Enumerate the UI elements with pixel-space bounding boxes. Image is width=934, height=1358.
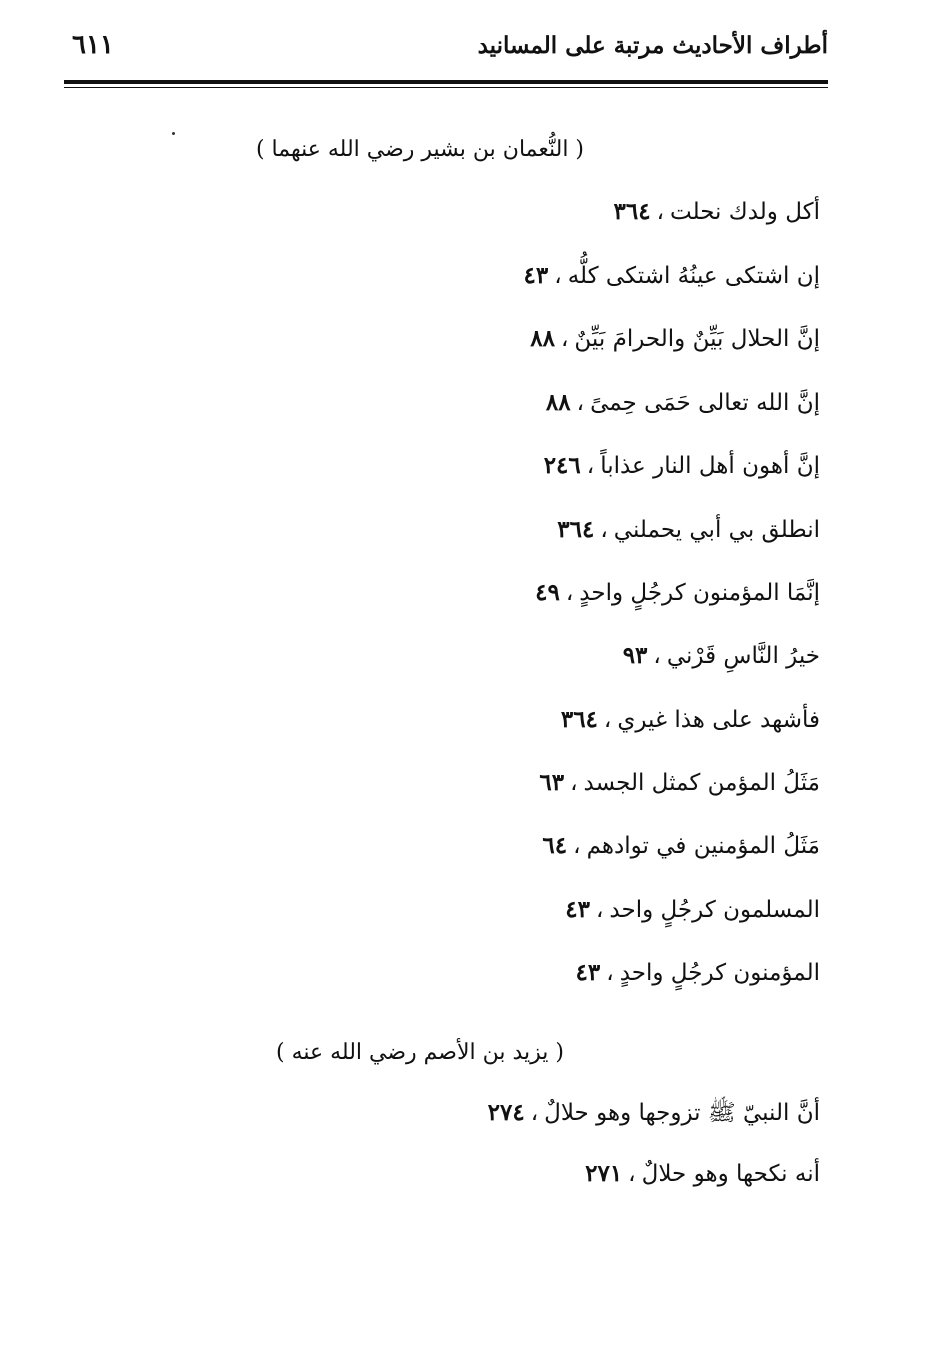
page-reference: ٣٦٤ xyxy=(560,706,598,733)
hadith-text: خيرُ النَّاسِ قَرْني xyxy=(666,643,820,669)
separator: ، xyxy=(570,770,578,796)
page-reference: ٤٣ xyxy=(575,959,601,986)
separator: ، xyxy=(586,453,595,479)
page-reference: ٢٧٤ xyxy=(487,1099,525,1126)
separator: ، xyxy=(576,390,585,416)
hadith-text: إن اشتكى عينُهُ اشتكى كلُّه xyxy=(567,263,820,289)
print-speck xyxy=(172,132,175,135)
header-rule-thin xyxy=(64,87,828,88)
list-item xyxy=(585,1160,820,1187)
hadith-text: أنه نكحها وهو حلالٌ xyxy=(641,1161,820,1187)
list-item xyxy=(542,832,820,859)
list-item xyxy=(524,262,820,289)
separator: ، xyxy=(603,707,612,733)
separator: ، xyxy=(565,580,574,606)
list-item xyxy=(557,516,820,543)
page-reference: ٨٨ xyxy=(545,389,571,416)
separator: ، xyxy=(560,326,569,352)
separator: ، xyxy=(628,1161,636,1187)
hadith-text: إنَّ الله تعالى حَمَى حِمىً xyxy=(590,390,820,416)
page-reference: ٤٩ xyxy=(535,579,560,606)
page-reference: ٣٦٤ xyxy=(613,198,651,225)
section-heading: ( النُّعمان بن بشير رضي الله عنهما ) xyxy=(255,137,585,162)
hadith-text: إنَّ أهون أهل النار عذاباً xyxy=(600,453,820,479)
hadith-text: مَثَلُ المؤمنين في توادهم xyxy=(586,833,820,859)
running-title: أطراف الأحاديث مرتبة على المسانيد xyxy=(477,32,828,59)
list-item xyxy=(530,325,820,352)
header-rule-thick xyxy=(64,80,828,84)
separator: ، xyxy=(653,643,661,669)
section-heading: ( يزيد بن الأصم رضي الله عنه ) xyxy=(276,1040,564,1065)
separator: ، xyxy=(595,897,604,923)
list-item xyxy=(561,706,820,733)
separator: ، xyxy=(530,1100,539,1126)
hadith-text: مَثَلُ المؤمن كمثل الجسد xyxy=(583,770,820,796)
page-header xyxy=(64,26,828,70)
hadith-text: انطلق بي أبي يحملني xyxy=(613,517,820,543)
hadith-text: فأشهد على هذا غيري xyxy=(617,707,820,733)
list-item xyxy=(539,769,820,796)
list-item xyxy=(614,198,820,225)
hadith-text: إنَّ الحلال بَيِّنٌ والحرامَ بَيِّنٌ xyxy=(574,326,820,352)
page-reference: ٣٦٤ xyxy=(557,516,595,543)
separator: ، xyxy=(656,199,665,225)
page-reference: ٢٧١ xyxy=(585,1160,623,1187)
separator: ، xyxy=(573,833,581,859)
hadith-text: أنَّ النبيّ ﷺ تزوجها وهو حلالٌ xyxy=(544,1100,820,1126)
page-number: ٦١١ xyxy=(72,30,114,60)
list-item xyxy=(544,452,820,479)
list-item xyxy=(623,642,820,669)
page-reference: ٨٨ xyxy=(530,325,555,352)
separator: ، xyxy=(600,517,608,543)
page-reference: ٩٣ xyxy=(622,642,648,669)
list-item xyxy=(576,959,820,986)
hadith-text: إنَّمَا المؤمنون كرجُلٍ واحدٍ xyxy=(579,580,820,606)
hadith-text: أكل ولدك نحلت xyxy=(670,199,820,225)
list-item xyxy=(546,389,820,416)
page-reference: ٤٣ xyxy=(523,262,549,289)
hadith-text: المؤمنون كرجُلٍ واحدٍ xyxy=(619,960,820,986)
hadith-text: المسلمون كرجُلٍ واحد xyxy=(609,897,820,923)
page-reference: ٦٣ xyxy=(539,769,565,796)
separator: ، xyxy=(554,263,562,289)
page-reference: ٢٤٦ xyxy=(543,452,581,479)
page-reference: ٦٤ xyxy=(542,832,568,859)
separator: ، xyxy=(606,960,614,986)
list-item xyxy=(535,579,820,606)
list-item xyxy=(488,1098,820,1132)
page-reference: ٤٣ xyxy=(565,896,590,923)
list-item xyxy=(565,896,820,923)
